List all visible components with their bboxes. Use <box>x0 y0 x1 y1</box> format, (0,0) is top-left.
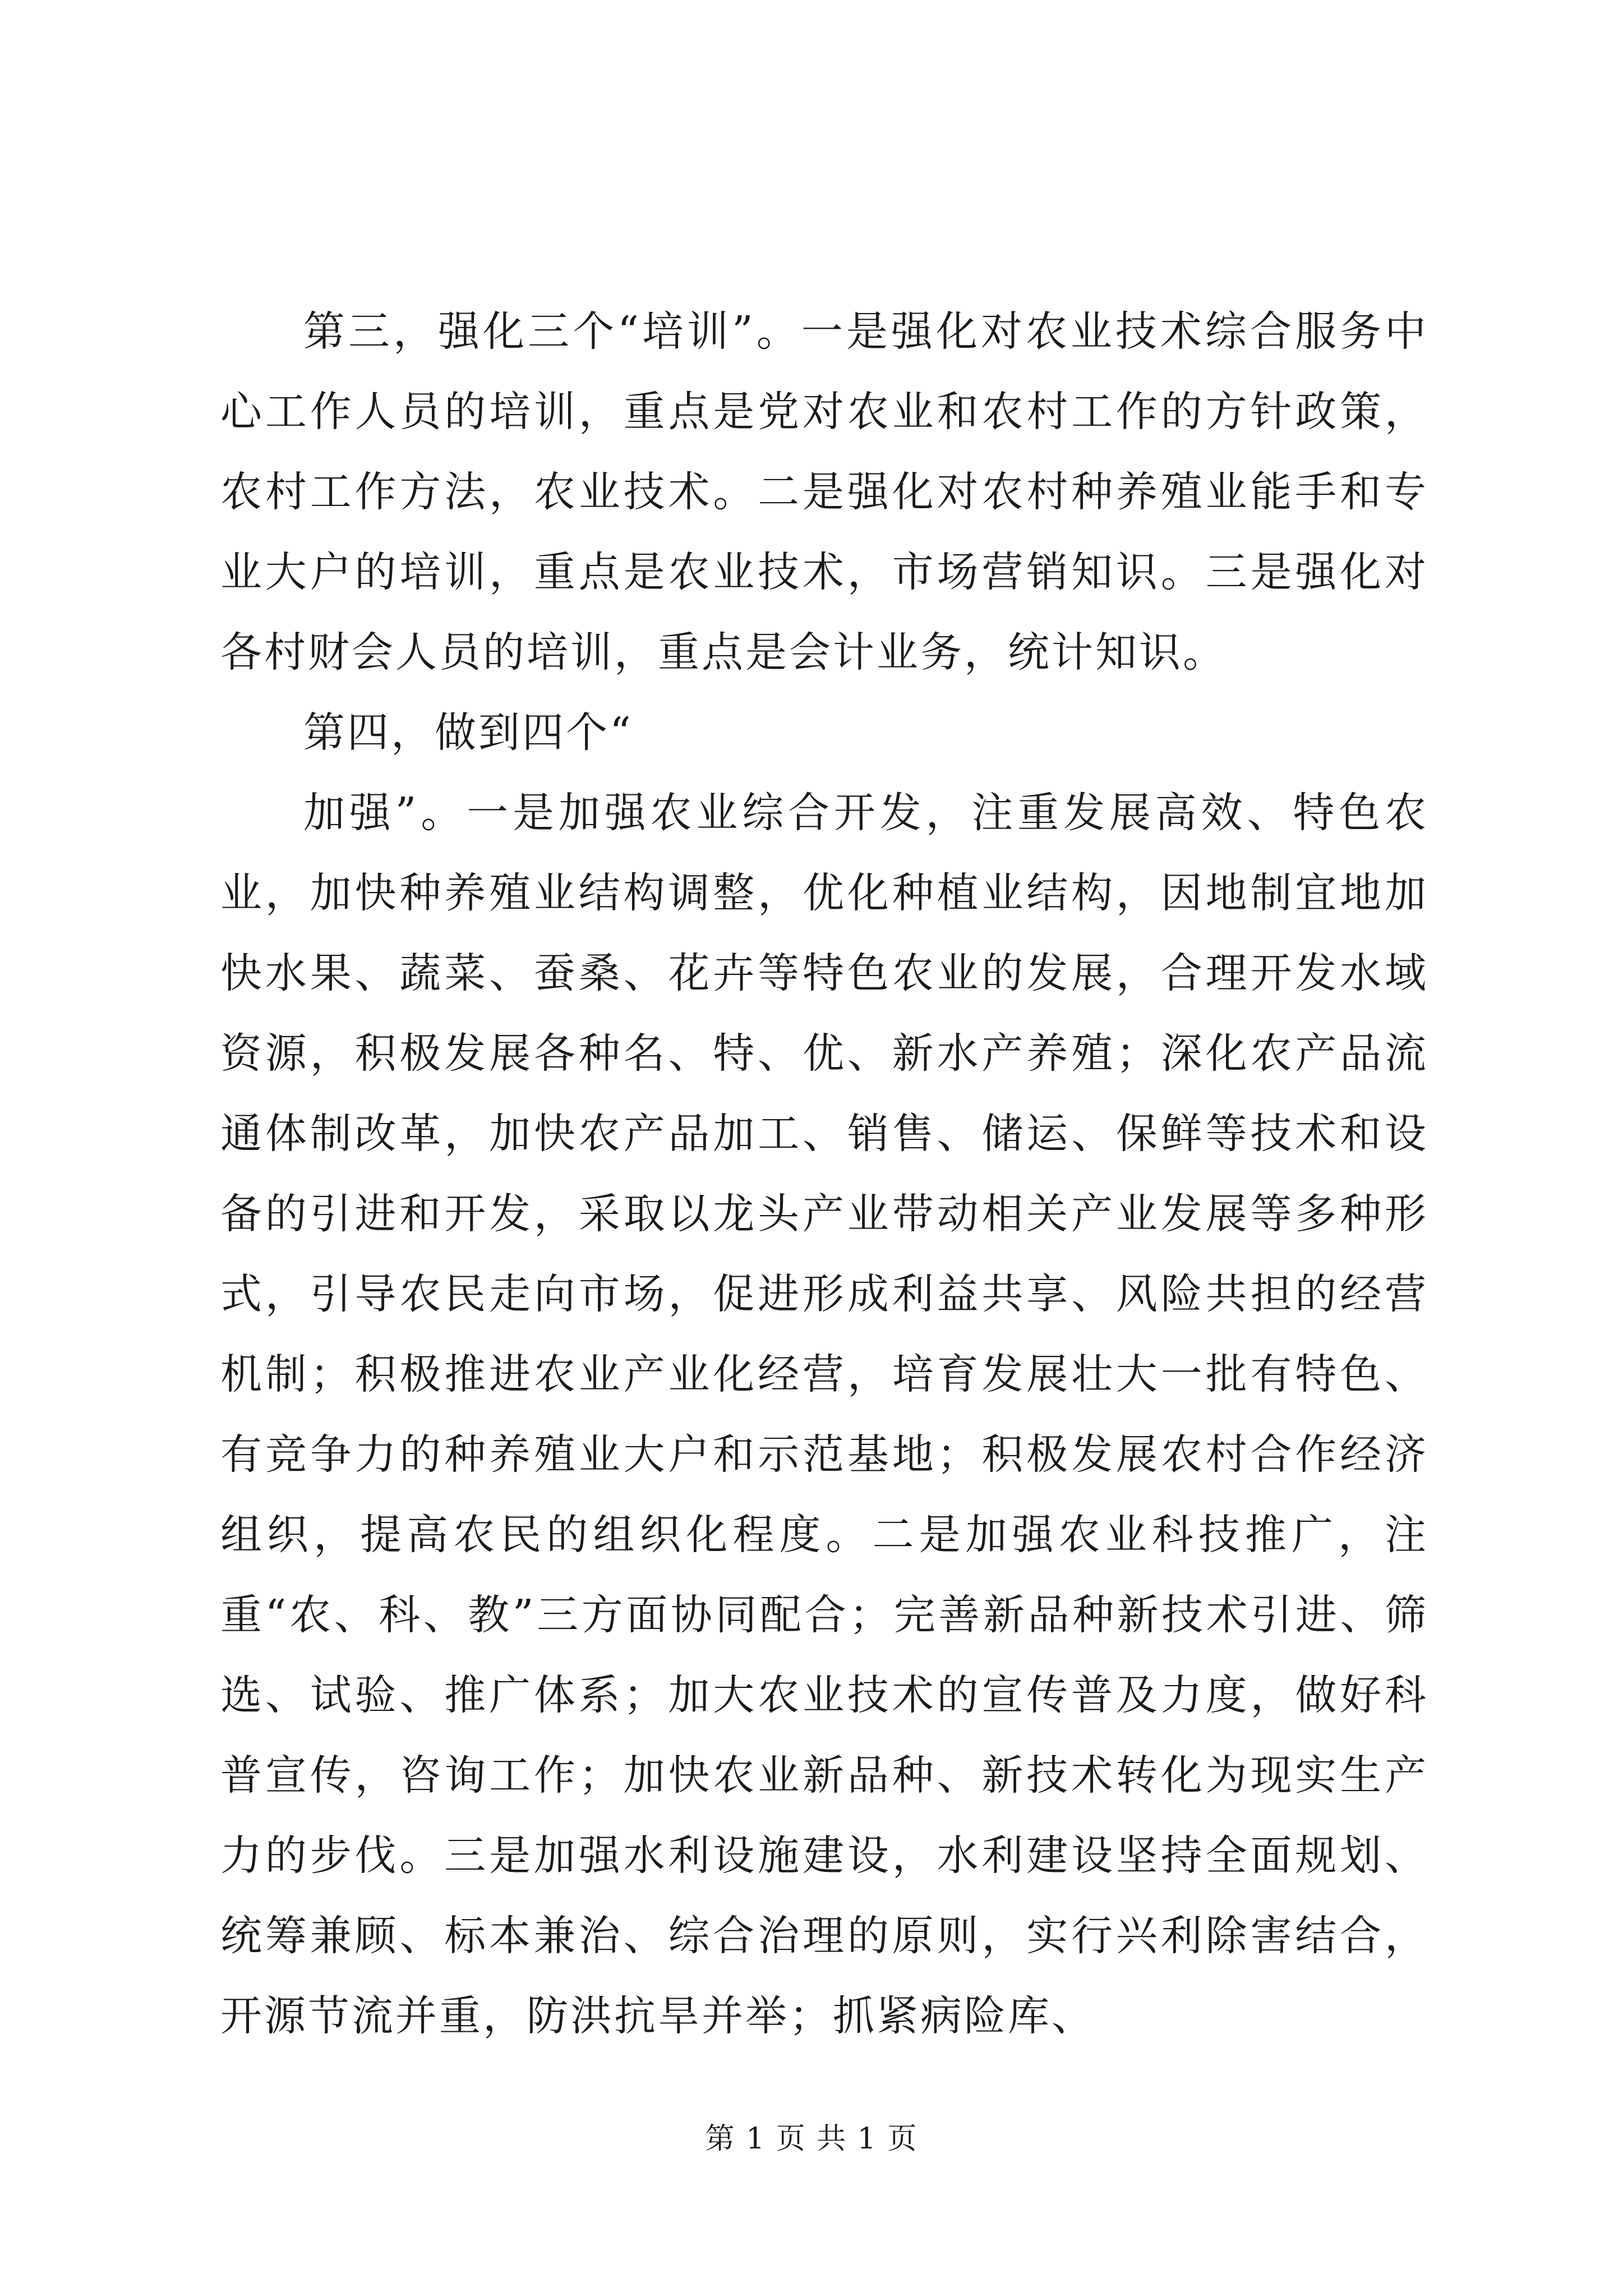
paragraph-four-heading: 第四，做到四个“ <box>303 708 633 757</box>
page-number-footer: 第 1 页 共 1 页 <box>705 2122 918 2156</box>
document-body <box>220 292 1428 2056</box>
paragraph-strengthen: 加强”。一是加强农业综合开发，注重发展高效、特色农业，加快种养殖业结构调整，优化种植业结构，因地制宜地加快水果、蔬菜、蚕桑、花卉等特色农业的发展，合理开发水域资源，积极发展各种名、特、优、新水产养殖；深化农产品流通体制改革，加快农产品加工、销售、储运、保鲜等技术和设备的引进和开发，采取以龙头产业带动相关产业发展等多种形式，引导农民走向市场，促进形成利益共享、风险共担的经营机制；积极推进农业产业化经营，培育发展壮大一批有特色、有竞争力的种养殖业大户和示范基地；积极发展农村合作经济组织，提高农民的组织化程度。二是加强农业科技推广，注重“农、科、教”三方面协同配合；完善新品种新技术引进、筛选、试验、推广体系；加大农业技术的宣传普及力度，做好科普宣传，咨询工作；加快农业新品种、新技术转化为现实生产力的步伐。三是加强水利设施建设，水利建设坚持全面规划、统筹兼顾、标本兼治、综合治理的原则，实行兴利除害结合，开源节流并重，防洪抗旱并举；抓紧病险库、 <box>220 789 1428 2040</box>
paragraph-training: 第三，强化三个“培训”。一是强化对农业技术综合服务中心工作人员的培训，重点是党对农业和农村工作的方针政策，农村工作方法，农业技术。二是强化对农村种养殖业能手和专业大户的培训，重点是农业技术，市场营销知识。三是强化对各村财会人员的培训，重点是会计业务，统计知识。 <box>220 307 1428 677</box>
